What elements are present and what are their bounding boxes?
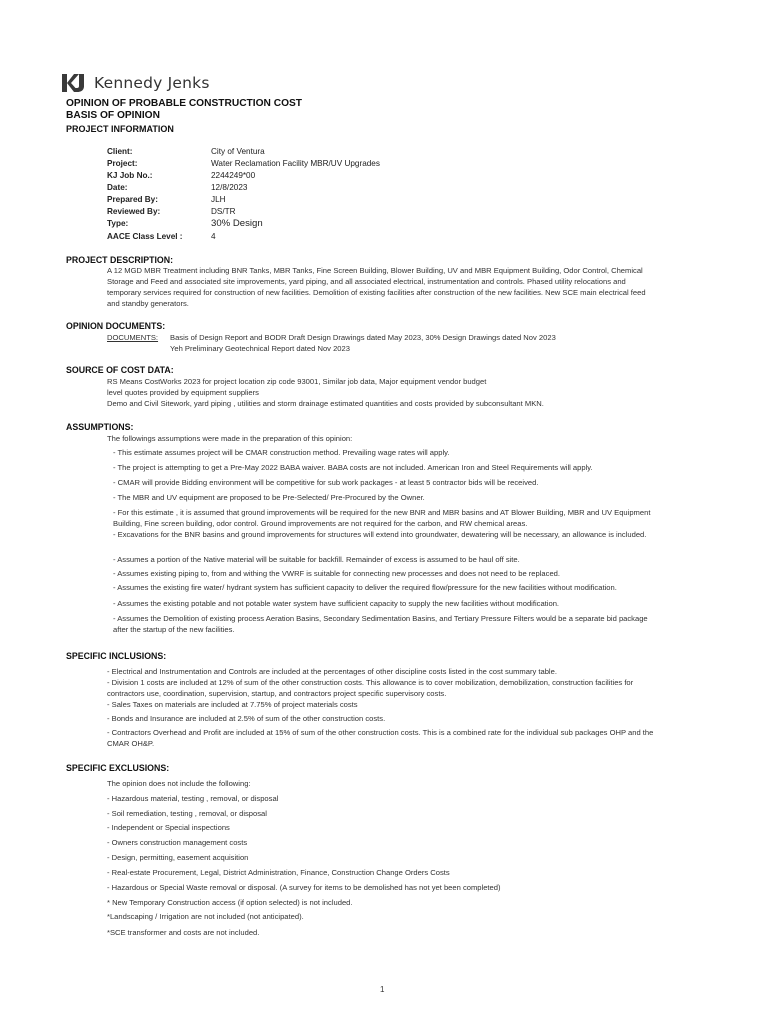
info-label: KJ Job No.: [107, 171, 153, 180]
assumption-item: - Assumes a portion of the Native material will be suitable for backfill. Remainder of excess is assumed to be haul off site. [113, 555, 520, 564]
info-label: Project: [107, 159, 138, 168]
kj-logo-icon [62, 73, 88, 93]
inclusion-line: - Electrical and Instrumentation and Controls are included at the percentages of other discipline costs listed in the cost summary table. [107, 667, 557, 676]
description-line: A 12 MGD MBR Treatment including BNR Tanks, MBR Tanks, Fine Screen Building, Blower Building, UV and MBR Equipment Building, Odor Control, Chemical [107, 266, 643, 275]
exclusion-line: *Landscaping / Irrigation are not included (not anticipated). [107, 912, 304, 921]
info-label: Reviewed By: [107, 207, 161, 216]
description-line: temporary services required for construction of new facilities. Demolition of existing facilities after construction of the new facilities. New SCE main electrical feed [107, 288, 646, 297]
info-value: 12/8/2023 [211, 183, 248, 192]
assumption-item: - Assumes the Demolition of existing process Aeration Basins, Secondary Sedimentation Basins, and Tertiary Pressure Filters would be a separate bid package [113, 614, 648, 623]
documents-line: Basis of Design Report and BODR Draft Design Drawings dated May 2023, 30% Design Drawings dated Nov 2023 [170, 333, 556, 342]
info-value: Water Reclamation Facility MBR/UV Upgrades [211, 159, 380, 168]
assumptions-heading: ASSUMPTIONS: [66, 422, 134, 432]
exclusion-line: - Real-estate Procurement, Legal, District Administration, Finance, Construction Change Orders Costs [107, 868, 450, 877]
documents-label: DOCUMENTS: [107, 333, 159, 342]
exclusion-line: - Soil remediation, testing , removal, or disposal [107, 809, 267, 818]
assumption-item-continued: after the startup of the new facilities. [113, 625, 235, 634]
documents-line: Yeh Preliminary Geotechnical Report dated Nov 2023 [170, 344, 350, 353]
exclusion-line: - Independent or Special inspections [107, 823, 230, 832]
assumption-item-continued: Building, Fine screen building, odor control. Ground improvements are not required for the carbon, and RW chemical areas. [113, 519, 528, 528]
document-title: OPINION OF PROBABLE CONSTRUCTION COST [66, 98, 303, 109]
info-value: 30% Design [211, 218, 263, 229]
opinion-documents-heading: OPINION DOCUMENTS: [66, 321, 166, 331]
inclusion-line: contractors use, coordination, supervision, startup, and contractors project specific supervisory costs. [107, 689, 447, 698]
info-value: DS/TR [211, 207, 236, 216]
exclusion-line: - Hazardous material, testing , removal, or disposal [107, 794, 279, 803]
info-label: Client: [107, 147, 133, 156]
assumption-item: - CMAR will provide Bidding environment will be competitive for sub work packages - at least 5 contractor bids will be received. [113, 478, 539, 487]
assumptions-intro: The followings assumptions were made in the preparation of this opinion: [107, 434, 353, 443]
exclusion-line: *SCE transformer and costs are not included. [107, 928, 260, 937]
info-label: Date: [107, 183, 128, 192]
source-line: RS Means CostWorks 2023 for project location zip code 93001, Similar job data, Major equipment vendor budget [107, 377, 487, 386]
page-number: 1 [380, 985, 385, 994]
inclusion-line: CMAR OH&P. [107, 739, 155, 748]
exclusion-line: * New Temporary Construction access (if option selected) is not included. [107, 898, 353, 907]
exclusions-heading: SPECIFIC EXCLUSIONS: [66, 763, 170, 773]
exclusion-line: - Hazardous or Special Waste removal or disposal. (A survey for items to be demolished has not yet been completed) [107, 883, 501, 892]
assumption-item: - Assumes the existing potable and not potable water system have sufficient capacity to supply the new facilities without modification. [113, 599, 560, 608]
inclusion-line: - Contractors Overhead and Profit are included at 15% of sum of the other construction costs. This is a combined rate for the individual sub packages OHP and the [107, 728, 654, 737]
info-label: AACE Class Level : [107, 232, 183, 241]
assumption-item: - This estimate assumes project will be CMAR construction method. Prevailing wage rates will apply. [113, 448, 450, 457]
info-value: 4 [211, 232, 216, 241]
exclusion-line: - Owners construction management costs [107, 838, 248, 847]
assumption-item: - For this estimate , it is assumed that ground improvements will be required for the new BNR and MBR basins and AT Blower Building, MBR and UV Equipment [113, 508, 651, 517]
description-line: and standby generators. [107, 299, 189, 308]
logo-text: Kennedy Jenks [94, 74, 210, 92]
assumption-item: - Excavations for the BNR basins and ground improvements for structures will extend into groundwater, dewatering will be necessary, an allowance is included. [113, 530, 647, 539]
assumption-item: - Assumes existing piping to, from and withing the VWRF is suitable for connecting new processes and does not need to be replaced. [113, 569, 561, 578]
source-line: Demo and Civil Sitework, yard piping , utilities and storm drainage estimated quantities and costs provided by subconsultant MKN. [107, 399, 544, 408]
description-line: Storage and Feed and associated site improvements, yard piping, and all associated electrical, instrumentation and controls. Phased utility relocations and [107, 277, 626, 286]
info-value: JLH [211, 195, 226, 204]
assumption-item: - The project is attempting to get a Pre-May 2022 BABA waiver. BABA costs are not included. American Iron and Steel Requirements will apply. [113, 463, 593, 472]
inclusions-heading: SPECIFIC INCLUSIONS: [66, 651, 167, 661]
info-value: 2244249*00 [211, 171, 256, 180]
info-label: Prepared By: [107, 195, 158, 204]
project-description-heading: PROJECT DESCRIPTION: [66, 255, 174, 265]
inclusion-line: - Division 1 costs are included at 12% of sum of the other construction costs. This allowance is to cover mobilization, demobilization, construction facilities for [107, 678, 634, 687]
assumption-item: - Assumes the existing fire water/ hydrant system has sufficient capacity to deliver the required flow/pressure for the new facilities without modification. [113, 583, 617, 592]
source-line: level quotes provided by equipment suppliers [107, 388, 259, 397]
basis-heading: BASIS OF OPINION [66, 110, 160, 121]
exclusion-line: - Design, permitting, easement acquisition [107, 853, 249, 862]
exclusion-line: The opinion does not include the following: [107, 779, 251, 788]
inclusion-line: - Sales Taxes on materials are included at 7.75% of project materials costs [107, 700, 358, 709]
inclusion-line: - Bonds and Insurance are included at 2.5% of sum of the other construction costs. [107, 714, 386, 723]
kennedy-jenks-logo [62, 72, 210, 94]
project-info-heading: PROJECT INFORMATION [66, 124, 174, 134]
assumption-item: - The MBR and UV equipment are proposed to be Pre-Selected/ Pre-Procured by the Owner. [113, 493, 425, 502]
info-value: City of Ventura [211, 147, 265, 156]
source-heading: SOURCE OF COST DATA: [66, 365, 174, 375]
info-label: Type: [107, 219, 129, 228]
